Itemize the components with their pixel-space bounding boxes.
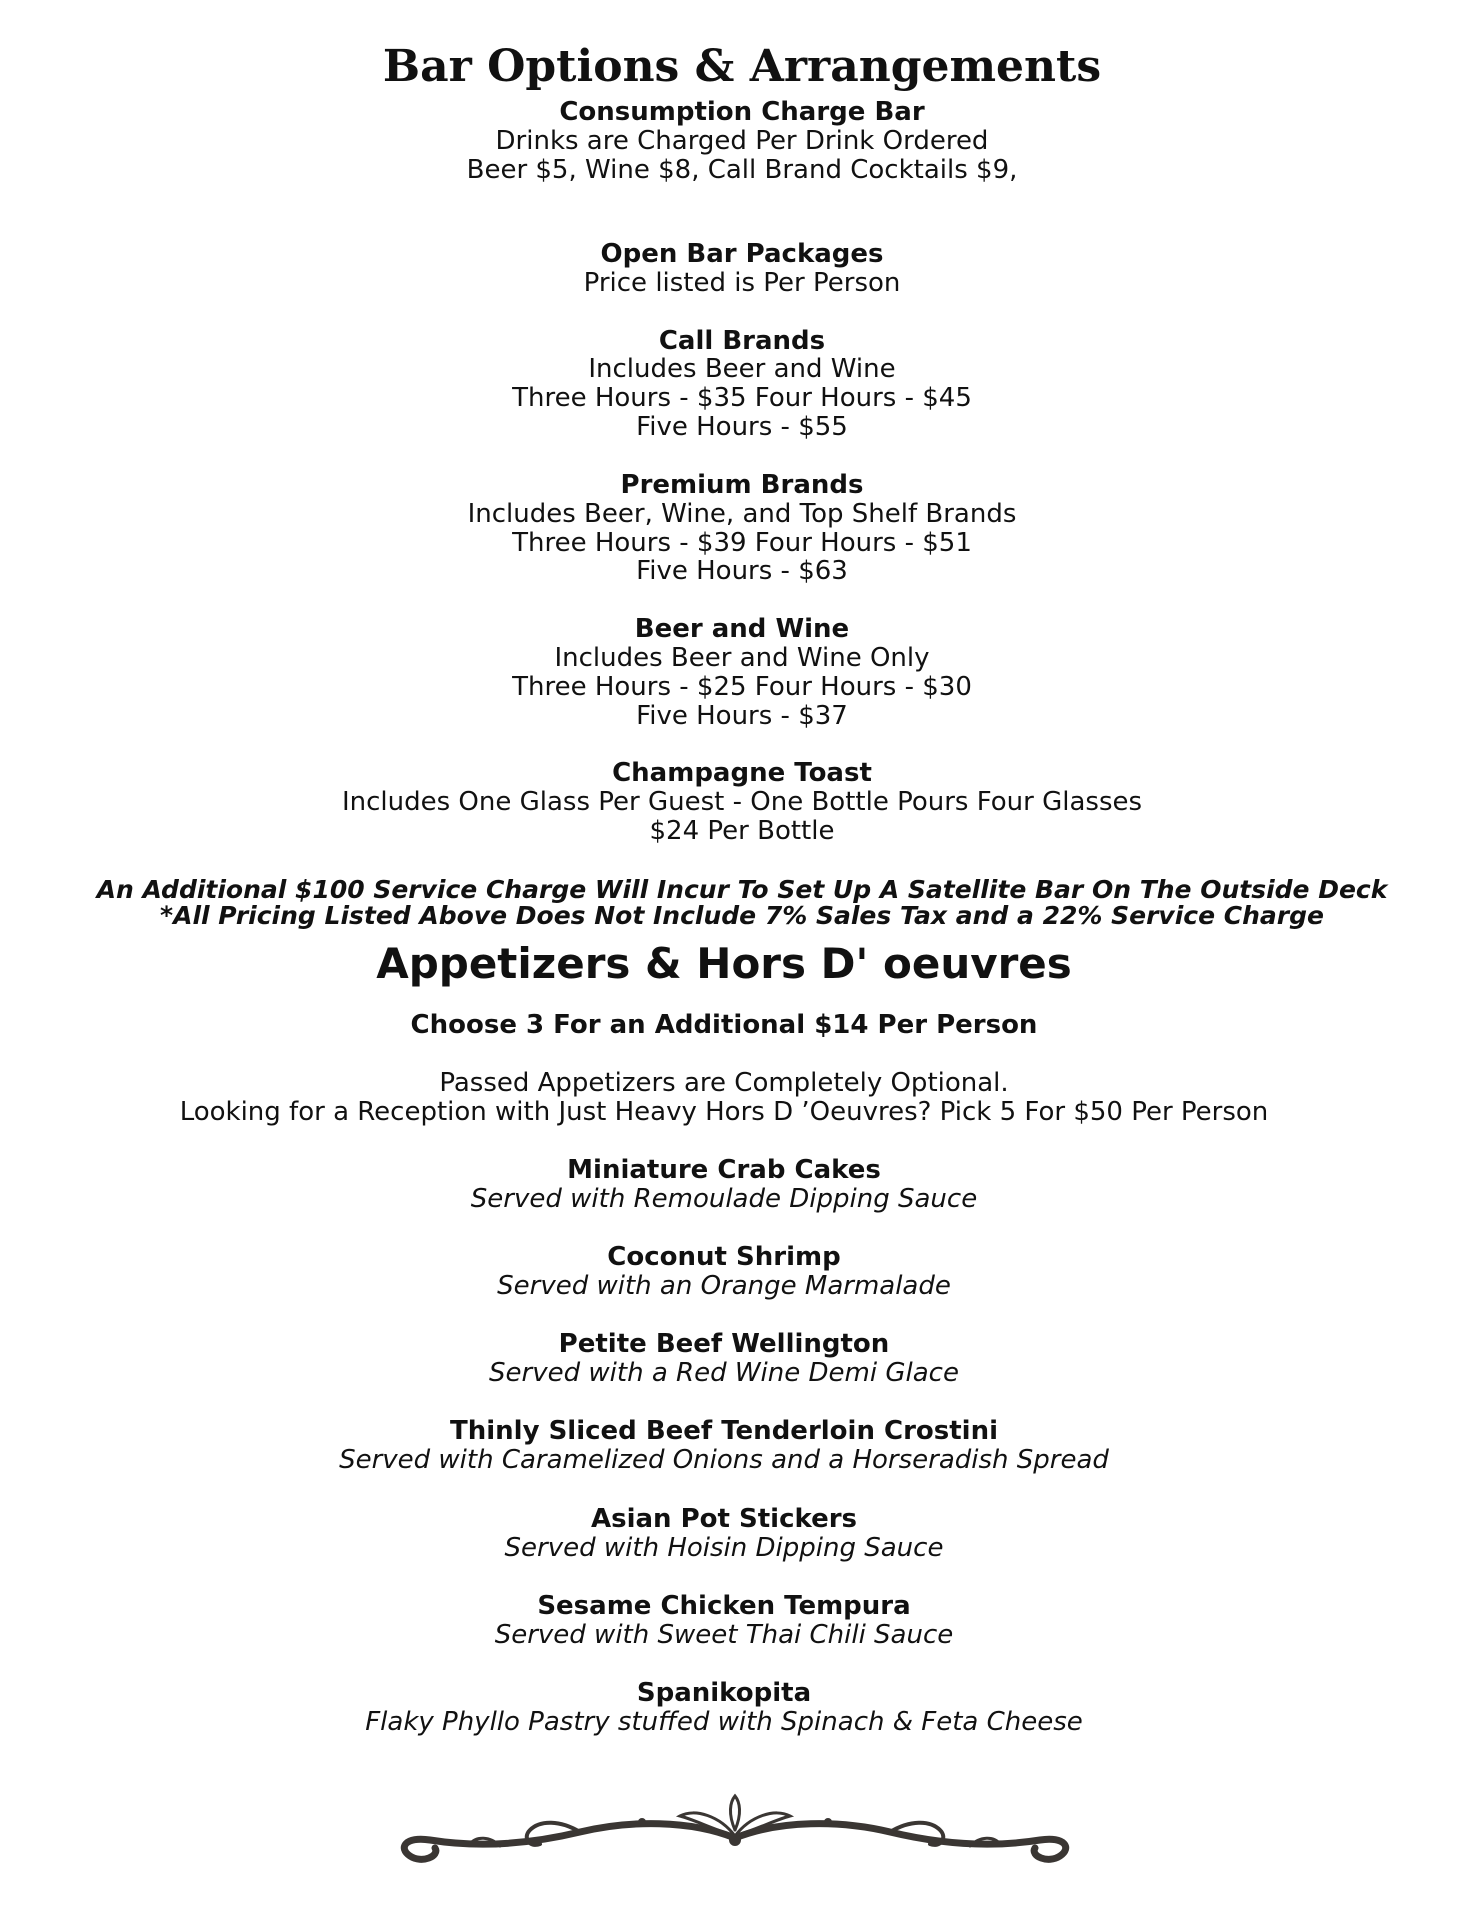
appetizer-name: Asian Pot Stickers	[590, 1504, 858, 1534]
beer-wine-line-1: Includes Beer and Wine Only	[554, 643, 930, 673]
appetizers-title: Appetizers & Hors D' oeuvres	[376, 939, 1072, 988]
appetizers-choose: Choose 3 For an Additional $14 Per Person	[410, 1010, 1038, 1040]
flourish-divider-icon	[390, 1790, 1080, 1870]
consumption-line-1: Drinks are Charged Per Drink Ordered	[495, 126, 989, 156]
call-brands-line-3: Five Hours - $55	[636, 412, 848, 442]
call-brands-line-1: Includes Beer and Wine	[588, 354, 896, 384]
appetizer-desc: Served with an Orange Marmalade	[497, 1271, 951, 1301]
appetizer-name: Sesame Chicken Tempura	[537, 1591, 911, 1621]
call-brands-heading: Call Brands	[658, 326, 826, 356]
appetizer-desc: Served with Hoisin Dipping Sauce	[504, 1533, 944, 1563]
call-brands-line-2: Three Hours - $35 Four Hours - $45	[512, 383, 972, 413]
appetizers-optional: Passed Appetizers are Completely Optional.	[439, 1068, 1009, 1098]
appetizer-name: Petite Beef Wellington	[558, 1329, 890, 1359]
appetizer-name: Miniature Crab Cakes	[567, 1155, 881, 1185]
beer-wine-line-3: Five Hours - $37	[636, 701, 848, 731]
premium-brands-heading: Premium Brands	[620, 470, 864, 500]
appetizers-reception: Looking for a Reception with Just Heavy Hors D ’Oeuvres? Pick 5 For $50 Per Person	[179, 1097, 1269, 1127]
appetizer-desc: Served with Caramelized Onions and a Horseradish Spread	[339, 1445, 1109, 1475]
open-bar-heading: Open Bar Packages	[600, 239, 884, 269]
consumption-heading: Consumption Charge Bar	[559, 97, 925, 127]
champagne-line-1: Includes One Glass Per Guest - One Bottle Pours Four Glasses	[341, 787, 1143, 817]
open-bar-line-1: Price listed is Per Person	[583, 268, 901, 298]
premium-brands-line-1: Includes Beer, Wine, and Top Shelf Brands	[467, 499, 1017, 529]
premium-brands-line-2: Three Hours - $39 Four Hours - $51	[512, 528, 972, 558]
appetizer-name: Coconut Shrimp	[607, 1242, 841, 1272]
tax-note: *All Pricing Listed Above Does Not Include 7% Sales Tax and a 22% Service Charge	[160, 901, 1324, 930]
champagne-heading: Champagne Toast	[612, 758, 872, 788]
satellite-note: An Additional $100 Service Charge Will Incur To Set Up A Satellite Bar On The Outside Deck	[96, 875, 1388, 904]
appetizer-desc: Served with Sweet Thai Chili Sauce	[494, 1620, 954, 1650]
appetizer-name: Spanikopita	[636, 1678, 812, 1708]
appetizer-desc: Served with a Red Wine Demi Glace	[489, 1358, 959, 1388]
appetizer-desc: Served with Remoulade Dipping Sauce	[470, 1184, 978, 1214]
bar-title: Bar Options & Arrangements	[382, 41, 1102, 92]
premium-brands-line-3: Five Hours - $63	[636, 556, 848, 586]
appetizer-name: Thinly Sliced Beef Tenderloin Crostini	[449, 1416, 999, 1446]
consumption-line-2: Beer $5, Wine $8, Call Brand Cocktails $9,	[466, 155, 1018, 185]
appetizer-desc: Flaky Phyllo Pastry stuffed with Spinach & Feta Cheese	[365, 1707, 1083, 1737]
champagne-line-2: $24 Per Bottle	[649, 816, 835, 846]
beer-wine-heading: Beer and Wine	[634, 614, 850, 644]
beer-wine-line-2: Three Hours - $25 Four Hours - $30	[512, 672, 972, 702]
